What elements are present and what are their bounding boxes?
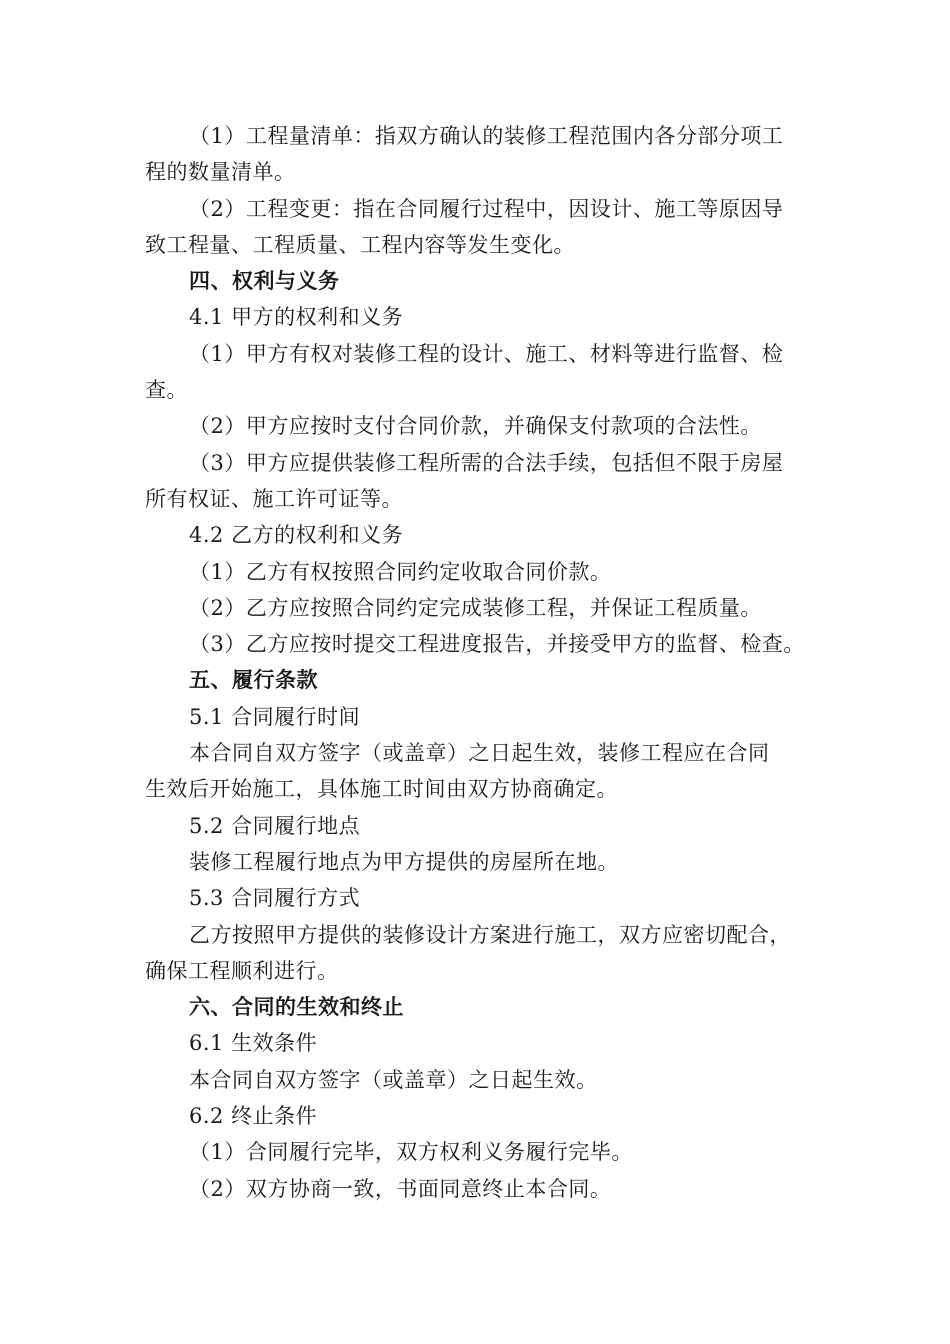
list-item: （2）甲方应按时支付合同价款，并确保支付款项的合法性。 (189, 414, 762, 439)
paragraph: 装修工程履行地点为甲方提供的房屋所在地。 (189, 849, 619, 874)
paragraph-cont: 生效后开始施工，具体施工时间由双方协商确定。 (145, 777, 618, 802)
list-item: （2）双方协商一致，书面同意终止本合同。 (189, 1176, 612, 1201)
section-heading-effect: 六、合同的生效和终止 (189, 994, 404, 1020)
list-item: （2）乙方应按照合同约定完成装修工程，并保证工程质量。 (189, 595, 762, 620)
paragraph: 乙方按照甲方提供的装修设计方案进行施工，双方应密切配合， (189, 922, 791, 947)
section-heading-rights: 四、权利与义务 (189, 268, 340, 294)
subsection-heading-method: 5.3 合同履行方式 (189, 886, 361, 911)
list-item-cont: 查。 (145, 378, 188, 403)
list-item: （1）合同履行完毕，双方权利义务履行完毕。 (189, 1140, 633, 1165)
definition-item-quantity-list-cont: 程的数量清单。 (145, 160, 296, 185)
paragraph: 本合同自双方签字（或盖章）之日起生效，装修工程应在合同 (189, 741, 770, 766)
paragraph: 本合同自双方签字（或盖章）之日起生效。 (189, 1067, 598, 1092)
list-item: （3）甲方应提供装修工程所需的合法手续，包括但不限于房屋 (189, 450, 784, 475)
definition-item-quantity-list: （1）工程量清单：指双方确认的装修工程范围内各分部分项工 (189, 124, 784, 148)
definition-item-change: （2）工程变更：指在合同履行过程中，因设计、施工等原因导 (189, 196, 784, 221)
list-item: （1）甲方有权对装修工程的设计、施工、材料等进行监督、检 (189, 341, 784, 366)
list-item-cont: 所有权证、施工许可证等。 (145, 486, 403, 511)
section-heading-performance: 五、履行条款 (189, 667, 318, 693)
paragraph-cont: 确保工程顺利进行。 (145, 958, 339, 983)
list-item: （1）乙方有权按照合同约定收取合同价款。 (189, 559, 612, 584)
definition-item-change-cont: 致工程量、工程质量、工程内容等发生变化。 (145, 232, 575, 257)
list-item: （3）乙方应按时提交工程进度报告，并接受甲方的监督、检查。 (189, 632, 805, 657)
subsection-heading-party-b: 4.2 乙方的权利和义务 (189, 523, 404, 548)
subsection-heading-place: 5.2 合同履行地点 (189, 813, 361, 838)
subsection-heading-time: 5.1 合同履行时间 (189, 704, 361, 729)
subsection-heading-party-a: 4.1 甲方的权利和义务 (189, 305, 404, 330)
subsection-heading-termination: 6.2 终止条件 (189, 1104, 318, 1129)
subsection-heading-effective: 6.1 生效条件 (189, 1031, 318, 1056)
document-body (145, 118, 825, 1207)
